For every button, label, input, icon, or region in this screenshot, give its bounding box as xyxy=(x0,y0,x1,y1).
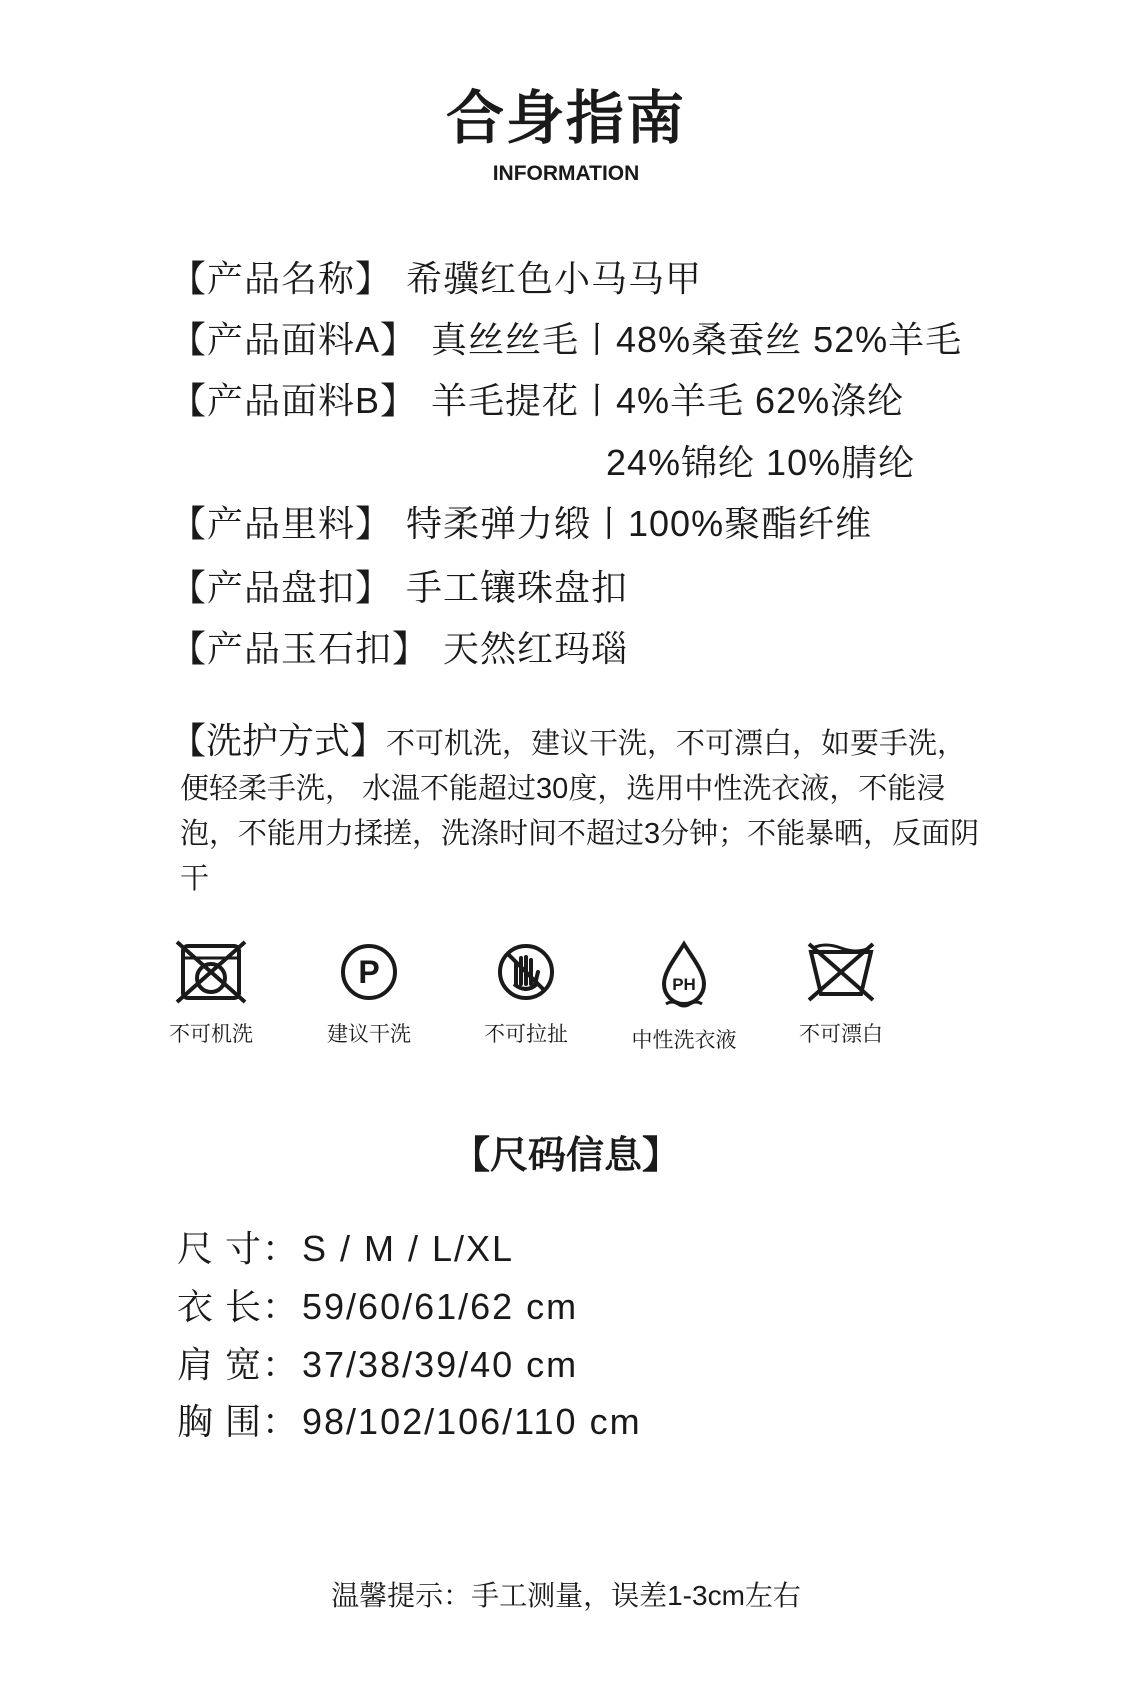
care-icon-item xyxy=(451,940,601,1048)
spec-row-fabric-a xyxy=(170,318,962,362)
spec-row-knot-button xyxy=(170,566,628,610)
icon-label: 中性洗衣液 xyxy=(631,1029,737,1052)
size-row-chest xyxy=(177,1400,642,1444)
care-icon-item xyxy=(766,940,916,1048)
page-subtitle: INFORMATION xyxy=(492,162,640,185)
care-icon-item xyxy=(136,940,286,1048)
care-label: 【洗护方式】 xyxy=(170,720,387,761)
spec-label: 【产品名称】 xyxy=(170,258,393,299)
size-value: 59/60/61/62 cm xyxy=(302,1286,579,1327)
size-label: 胸 围： xyxy=(177,1401,300,1442)
size-section-title: 【尺码信息】 xyxy=(451,1135,680,1177)
icon-label: 不可漂白 xyxy=(799,1023,883,1046)
care-instructions xyxy=(170,718,980,902)
size-row-size xyxy=(177,1227,514,1271)
size-row-length xyxy=(177,1285,578,1329)
spec-label: 【产品里料】 xyxy=(170,503,393,544)
spec-label: 【产品面料A】 xyxy=(170,319,418,360)
spec-row-lining xyxy=(170,502,872,546)
icon-label: 不可拉扯 xyxy=(484,1023,568,1046)
care-icon-item xyxy=(609,940,759,1054)
size-label: 肩 宽： xyxy=(177,1344,300,1385)
spec-label: 【产品玉石扣】 xyxy=(170,628,430,669)
spec-value: 真丝丝毛丨48%桑蚕丝 52%羊毛 xyxy=(431,319,963,360)
no-bleach-icon xyxy=(805,940,877,1004)
spec-value: 手工镶珠盘扣 xyxy=(406,567,629,608)
page-title: 合身指南 xyxy=(445,86,686,151)
svg-text:P: P xyxy=(358,954,380,990)
size-label: 衣 长： xyxy=(177,1286,300,1327)
care-text: 不可机洗，建议干洗，不可漂白，如要手洗，便轻柔手洗， 水温不能超过30度，选用中性洗衣液，不能浸泡，不能用力揉搓，洗涤时间不超过3分钟；不能暴晒，反面阴干 xyxy=(180,728,980,895)
care-icon-item xyxy=(294,940,444,1048)
size-value: 37/38/39/40 cm xyxy=(302,1344,579,1385)
icon-label: 不可机洗 xyxy=(169,1023,253,1046)
no-wring-icon xyxy=(494,940,558,1004)
spec-row-jade-button xyxy=(170,627,628,671)
spec-label: 【产品面料B】 xyxy=(170,380,418,421)
size-label: 尺 寸： xyxy=(177,1228,300,1269)
icon-label: 建议干洗 xyxy=(327,1023,411,1046)
spec-value: 天然红玛瑙 xyxy=(443,628,629,669)
spec-label: 【产品盘扣】 xyxy=(170,567,393,608)
dry-clean-icon xyxy=(337,940,401,1004)
care-icons-row xyxy=(0,940,1132,1060)
spec-value: 24%锦纶 10%腈纶 xyxy=(606,442,916,483)
svg-text:PH: PH xyxy=(672,975,696,994)
size-value: S / M / L/XL xyxy=(302,1228,515,1269)
spec-row-fabric-b xyxy=(170,379,904,423)
spec-value: 羊毛提花丨4%羊毛 62%涤纶 xyxy=(431,380,905,421)
spec-value: 特柔弹力缎丨100%聚酯纤维 xyxy=(406,503,873,544)
spec-row-name xyxy=(170,257,702,301)
measurement-tip: 温馨提示：手工测量，误差1-3cm左右 xyxy=(331,1580,801,1611)
size-row-shoulder xyxy=(177,1343,578,1387)
ph-neutral-detergent-icon xyxy=(652,940,716,1010)
size-value: 98/102/106/110 cm xyxy=(302,1401,642,1442)
spec-value: 希骥红色小马马甲 xyxy=(406,258,703,299)
spec-row-fabric-b-cont xyxy=(606,441,915,485)
no-machine-wash-icon xyxy=(175,940,247,1004)
